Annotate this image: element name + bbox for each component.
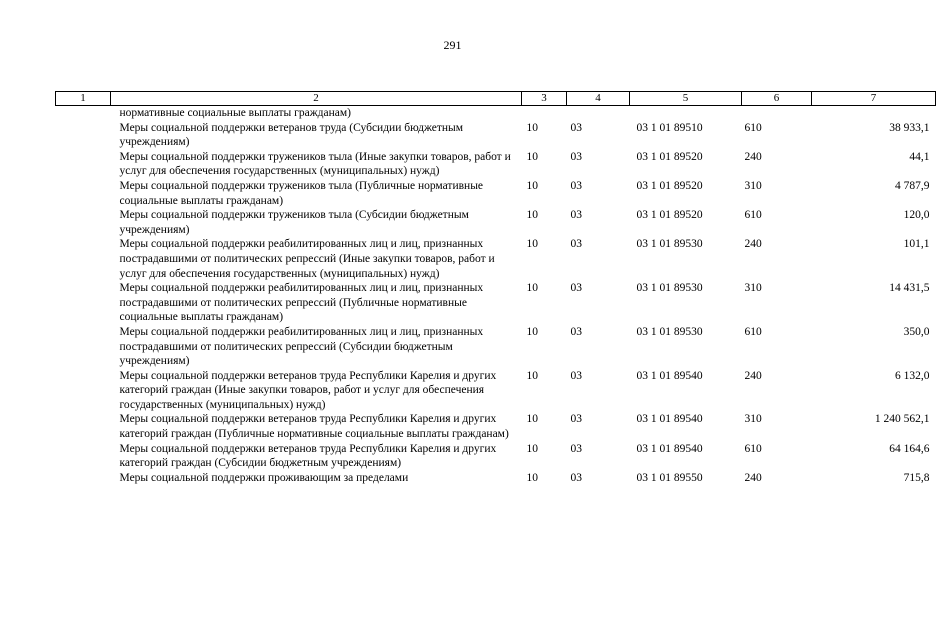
cell-section: 10 [526, 150, 538, 163]
cell-target-article: 03 1 01 89530 [636, 282, 703, 295]
cell-subsection: 03 [570, 325, 582, 338]
cell-expense-type: 610 [744, 325, 762, 338]
cell-amount: 1 240 562,1 [874, 413, 930, 426]
cell-empty [56, 121, 111, 150]
column-header-3: 3 [522, 92, 567, 106]
cell-expense-type: 310 [744, 413, 762, 426]
cell-amount: 38 933,1 [889, 121, 930, 134]
cell-expense-type: 240 [744, 471, 762, 484]
cell-section: 10 [526, 209, 538, 222]
cell-section: 10 [526, 325, 538, 338]
cell-amount: 64 164,6 [889, 442, 930, 455]
cell-expense-name: Меры социальной поддержки реабилитированных лиц и лиц, признанных пострадавшими от политических репрессий (Иные закупки товаров, работ и услуг для обеспечения государственных (муниципальных) нужд) [119, 238, 495, 280]
cell-target-article: 03 1 01 89510 [636, 121, 703, 134]
page-number: 291 [443, 38, 462, 52]
cell-empty [56, 208, 111, 237]
cell-section: 10 [526, 121, 538, 134]
cell-expense-type: 610 [744, 209, 762, 222]
cell-expense-name: Меры социальной поддержки ветеранов труда Республики Карелия и других категорий граждан (Иные закупки товаров, работ и услуг для обеспечения государственных (муниципальных) нужд) [119, 369, 497, 411]
table-row [56, 179, 936, 208]
cell-target-article: 03 1 01 89520 [636, 179, 703, 192]
cell-subsection: 03 [570, 471, 582, 484]
cell-section: 10 [526, 282, 538, 295]
cell-amount: 120,0 [903, 209, 930, 222]
column-number-row [56, 92, 936, 106]
cell-expense-name: нормативные социальные выплаты гражданам) [119, 107, 351, 119]
table-row [56, 281, 936, 325]
table-row [56, 442, 936, 471]
cell-expense-type: 240 [744, 150, 762, 163]
cell-expense-name: Меры социальной поддержки реабилитированных лиц и лиц, признанных пострадавшими от политических репрессий (Субсидии бюджетным учреждениям) [119, 325, 484, 368]
cell-subsection: 03 [570, 369, 582, 382]
table-row [56, 237, 936, 281]
cell-expense-name: Меры социальной поддержки ветеранов труда Республики Карелия и других категорий граждан (Субсидии бюджетным учреждениям) [119, 442, 497, 470]
column-header-6: 6 [742, 92, 812, 106]
cell-target-article: 03 1 01 89550 [636, 471, 703, 484]
cell-subsection: 03 [570, 282, 582, 295]
cell-target-article: 03 1 01 89540 [636, 413, 703, 426]
cell-expense-type: 310 [744, 282, 762, 295]
cell-empty [56, 150, 111, 179]
cell-expense-name: Меры социальной поддержки ветеранов труда Республики Карелия и других категорий граждан (Публичные нормативные социальные выплаты гражданам) [119, 413, 509, 441]
cell-empty [56, 106, 111, 121]
cell-subsection: 03 [570, 413, 582, 426]
cell-section: 10 [526, 238, 538, 251]
cell-amount: 350,0 [903, 325, 930, 338]
cell-subsection: 03 [570, 238, 582, 251]
cell-expense-type [742, 106, 812, 121]
cell-section [522, 106, 567, 121]
cell-empty [56, 471, 111, 486]
cell-amount: 44,1 [909, 150, 930, 163]
cell-empty [56, 179, 111, 208]
cell-subsection: 03 [570, 442, 582, 455]
cell-amount: 4 787,9 [895, 179, 930, 192]
cell-amount: 6 132,0 [895, 369, 930, 382]
cell-amount: 14 431,5 [889, 282, 930, 295]
cell-expense-name: Меры социальной поддержки тружеников тыла (Субсидии бюджетным учреждениям) [119, 209, 469, 236]
column-header-1: 1 [56, 92, 111, 106]
cell-target-article: 03 1 01 89540 [636, 369, 703, 382]
column-header-4: 4 [567, 92, 630, 106]
cell-expense-name: Меры социальной поддержки тружеников тыла (Публичные нормативные социальные выплаты гражданам) [119, 179, 484, 207]
cell-expense-type: 610 [744, 121, 762, 134]
cell-target-article: 03 1 01 89530 [636, 325, 703, 338]
cell-empty [56, 281, 111, 325]
cell-empty [56, 442, 111, 471]
cell-expense-name: Меры социальной поддержки тружеников тыла (Иные закупки товаров, работ и услуг для обеспечения государственных (муниципальных) нужд) [119, 150, 511, 178]
cell-expense-type: 240 [744, 369, 762, 382]
cell-empty [56, 237, 111, 281]
cell-expense-name: Меры социальной поддержки ветеранов труда (Субсидии бюджетным учреждениям) [119, 121, 464, 149]
column-header-7: 7 [812, 92, 936, 106]
column-header-5: 5 [630, 92, 742, 106]
cell-expense-type: 610 [744, 442, 762, 455]
table-row [56, 106, 936, 121]
table-row [56, 471, 936, 486]
table-row [56, 412, 936, 441]
cell-target-article: 03 1 01 89520 [636, 150, 703, 163]
table-row [56, 325, 936, 369]
table-row [56, 369, 936, 413]
cell-empty [56, 369, 111, 413]
table-row [56, 121, 936, 150]
cell-target-article: 03 1 01 89540 [636, 442, 703, 455]
budget-table [55, 91, 936, 485]
cell-target-article: 03 1 01 89530 [636, 238, 703, 251]
column-header-2: 2 [111, 92, 522, 106]
cell-section: 10 [526, 442, 538, 455]
cell-section: 10 [526, 471, 538, 484]
cell-section: 10 [526, 413, 538, 426]
table-row [56, 150, 936, 179]
cell-section: 10 [526, 369, 538, 382]
cell-amount [812, 106, 936, 121]
cell-empty [56, 325, 111, 369]
cell-expense-type: 240 [744, 238, 762, 251]
cell-empty [56, 412, 111, 441]
cell-subsection: 03 [570, 179, 582, 192]
cell-expense-name: Меры социальной поддержки проживающим за пределами [119, 471, 409, 484]
cell-amount: 101,1 [903, 238, 930, 251]
cell-subsection: 03 [570, 209, 582, 222]
cell-expense-type: 310 [744, 179, 762, 192]
table-row [56, 208, 936, 237]
cell-amount: 715,8 [903, 471, 930, 484]
cell-section: 10 [526, 179, 538, 192]
cell-target-article: 03 1 01 89520 [636, 209, 703, 222]
cell-subsection: 03 [570, 121, 582, 134]
cell-target-article [630, 106, 742, 121]
cell-subsection [567, 106, 630, 121]
cell-expense-name: Меры социальной поддержки реабилитированных лиц и лиц, признанных пострадавшими от политических репрессий (Публичные нормативные социальные выплаты гражданам) [119, 282, 484, 324]
cell-subsection: 03 [570, 150, 582, 163]
